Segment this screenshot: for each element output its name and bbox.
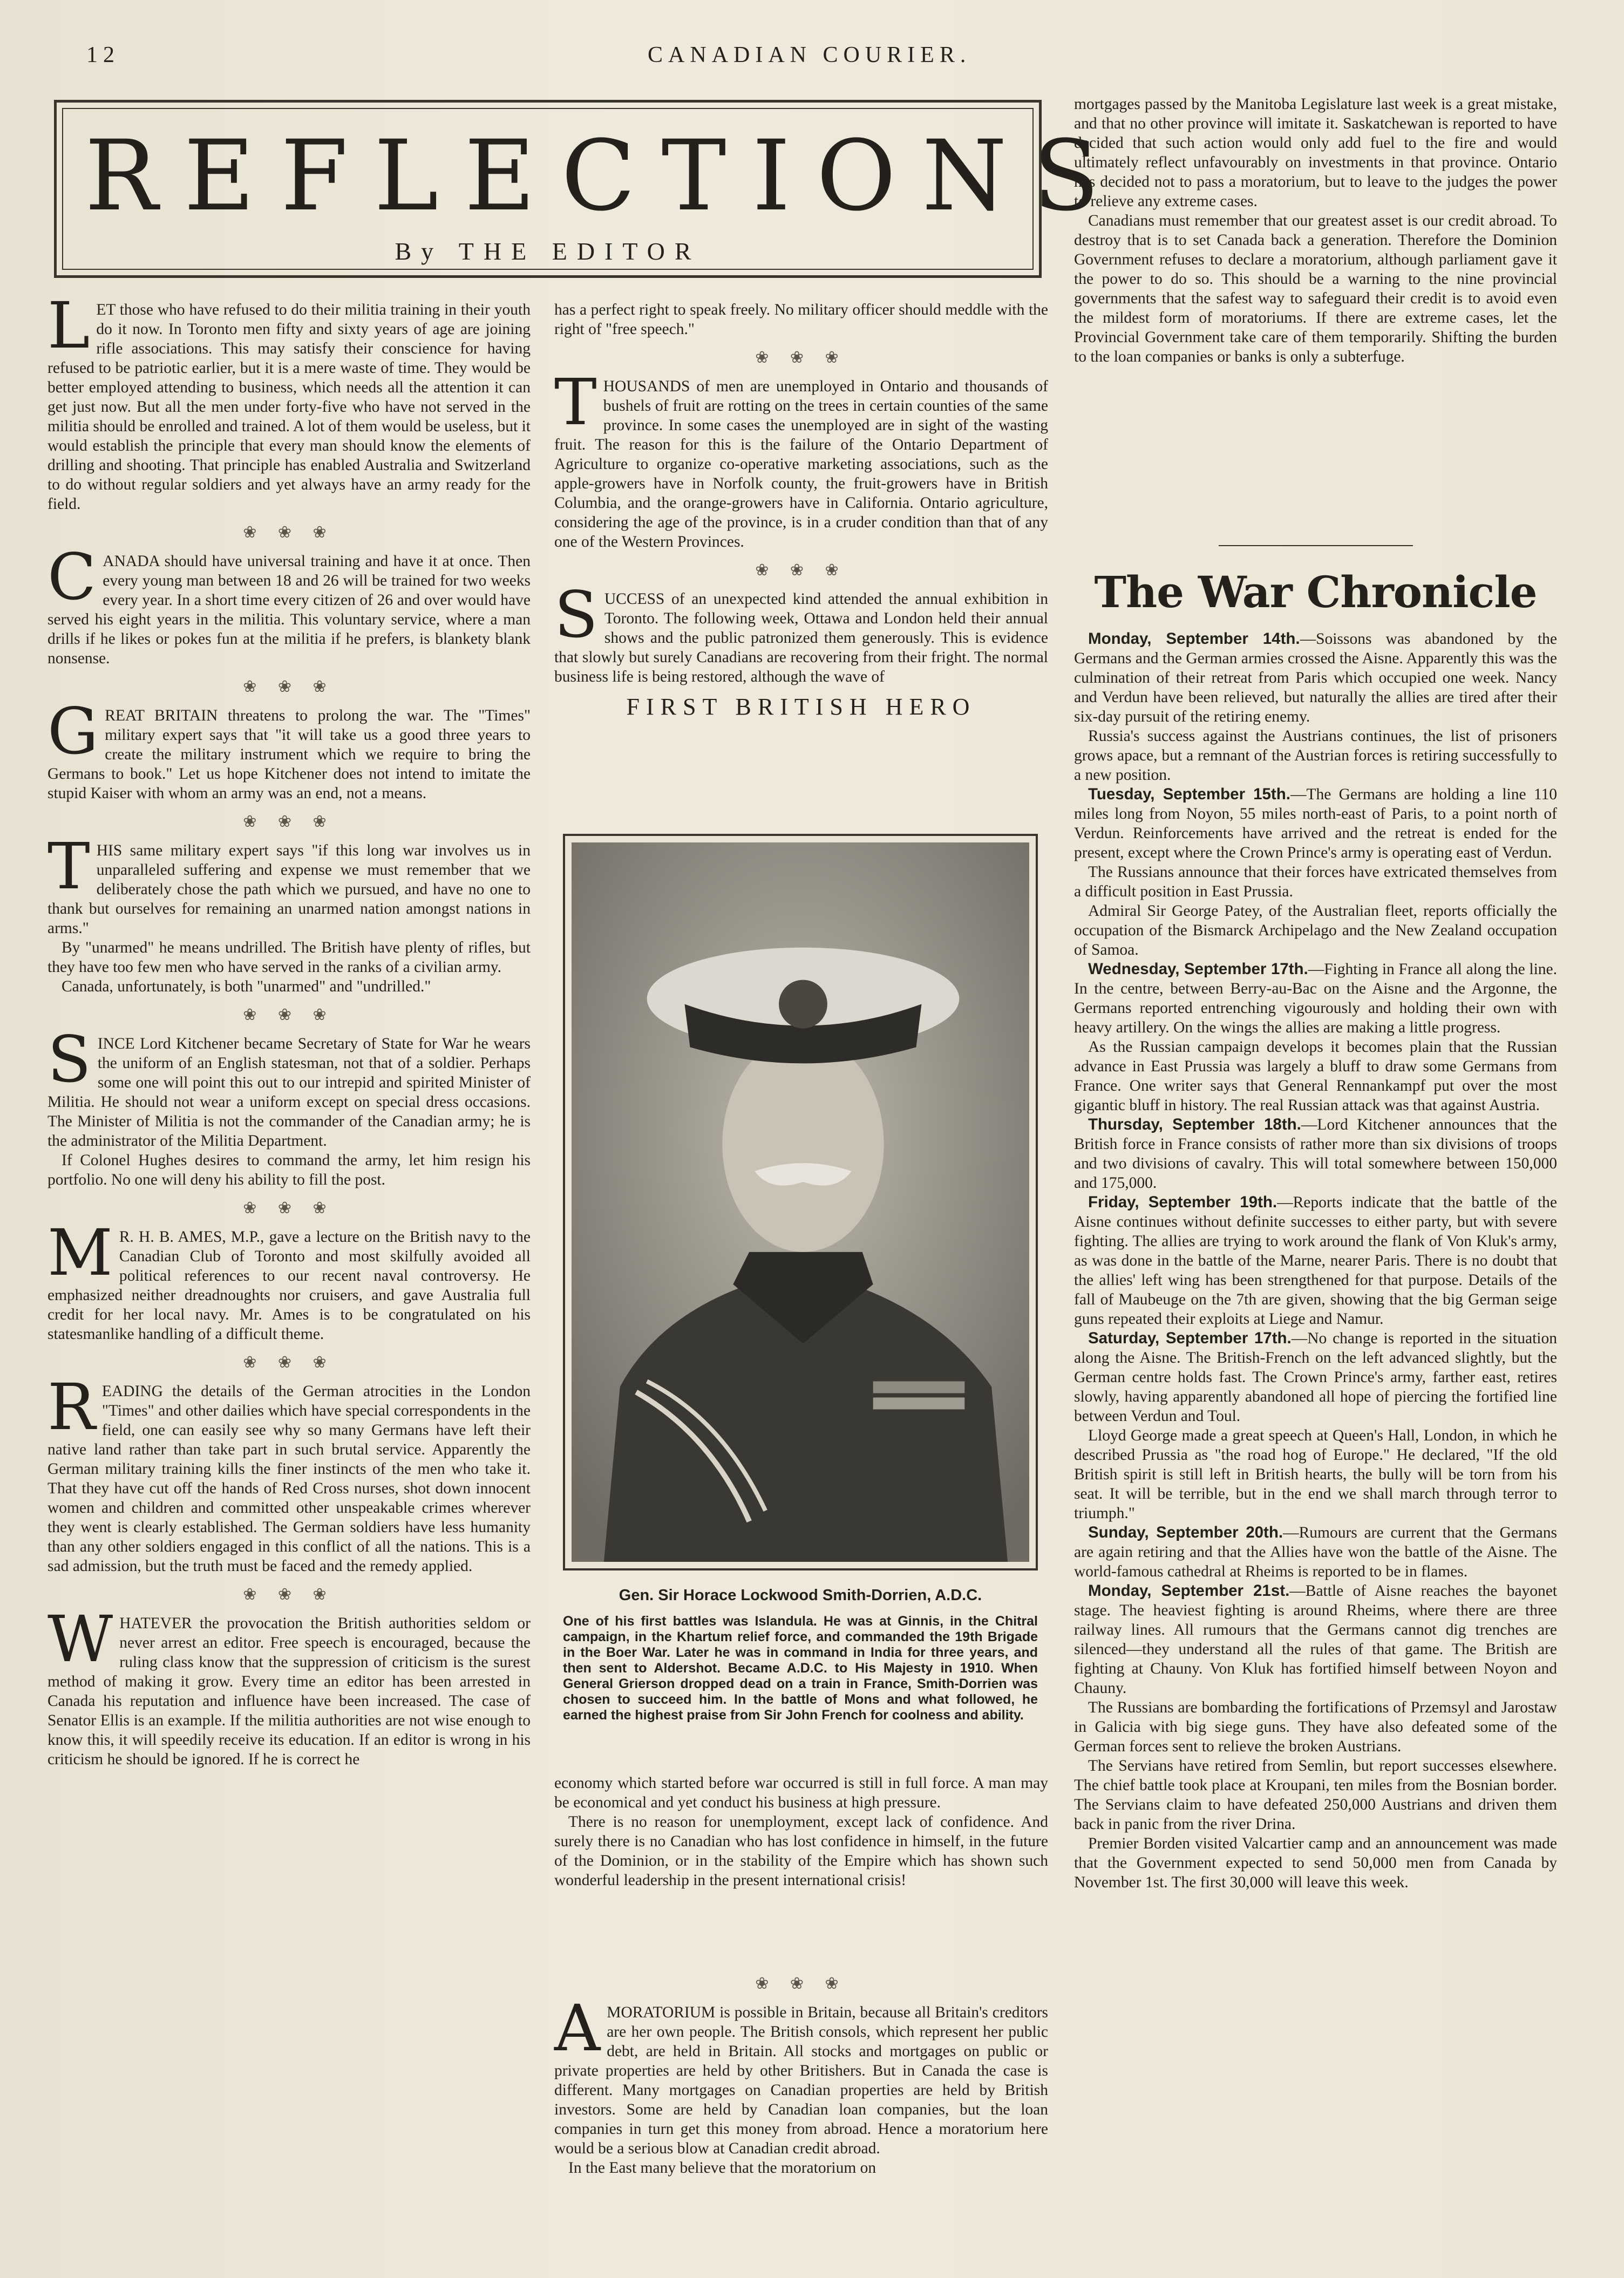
- reflection-article: [47, 1370, 531, 1576]
- chronicle-entry: [1074, 862, 1557, 901]
- chronicle-entry: [1074, 1698, 1557, 1756]
- chronicle-text: —No change is reported in the situation along the Aisne. The British-French on the left advanced slightly, but the German centre holds fast. The Crown Prince's army, farther east, retires slowly, having apparently abandoned all hope of piercing the fortified line between Verdun and Toul.: [1074, 1330, 1557, 1425]
- reflection-article: [47, 694, 531, 803]
- hero-heading: FIRST BRITISH HERO: [626, 693, 976, 720]
- drop-cap: L: [47, 288, 90, 363]
- reflection-article: [47, 1602, 531, 1769]
- chronicle-entry: [1074, 1523, 1557, 1581]
- reflection-paragraph: If Colonel Hughes desires to command the army, let him resign his portfolio. No one will deny his ability to fill the post.: [47, 1152, 531, 1188]
- chronicle-text: —Soissons was abandoned by the Germans and the German armies crossed the Aisne. Apparently this was the culmination of their retreat from Paris which occupied one week. Nancy and Verdun have been relieved, but naturally the allies are tired after their six-day pursuit of the retiring enemy.: [1074, 630, 1558, 725]
- chronicle-date: Monday, September 21st.: [1088, 1582, 1290, 1600]
- reflections-column-2: [554, 300, 1048, 729]
- chronicle-entry: [1074, 1426, 1557, 1523]
- chronicle-text: As the Russian campaign develops it becomes plain that the Russian advance in East Prussia was largely a bluff to draw some Germans from France. One writer says that General Rennankampf put over the most gigantic bluff in history. The real Russian attack was that against Austria.: [1074, 1038, 1557, 1114]
- reflections-column-3: [1074, 94, 1557, 366]
- hero-photo-frame: [563, 834, 1038, 1570]
- chronicle-entry: [1074, 1193, 1557, 1329]
- chronicle-text: Russia's success against the Austrians continues, the list of prisoners grows apace, but a remnant of the Austrian forces is retiring successfully to a new position.: [1074, 727, 1557, 784]
- chronicle-entries: [1074, 629, 1557, 1892]
- reflection-paragraph: [47, 540, 531, 668]
- photo-caption-text: One of his first battles was Islandula. He was at Ginnis, in the Chitral campaign, in the Khartum relief force, and commanded the 19th Brigade in the Boer War. Later he was in command in India for three years, and then sent to Aldershot. Became A.D.C. to His Majesty in 1910. When General Grierson dropped dead on a train in France, Smith-Dorrien was chosen to succeed him. In the battle of Mons and what followed, he earned the highest praise from Sir John French for coolness and ability.: [563, 1614, 1038, 1723]
- drop-cap: T: [47, 829, 90, 903]
- chronicle-text: The Servians have retired from Semlin, but report successes elsewhere. The chief battle took place at Kroupani, ten miles from the Bosnian border. The Servians claim to have defeated 250,000 Austrians and driven them back in panic from the river Drina.: [1074, 1757, 1557, 1833]
- reflection-article: [47, 829, 531, 996]
- chronicle-date: Friday, September 19th.: [1088, 1193, 1278, 1211]
- reflection-lead: ANADA should have universal training and have it at once. Then every young man between 18 and 26 will be trained for two weeks every year. In a short time every citizen of 26 and over would have served his eight years in the militia. This voluntary service, where a man drills if he likes or pokes fun at the militia if he prefers, is blankety blank nonsense.: [47, 553, 531, 667]
- chronicle-entry: [1074, 960, 1557, 1037]
- section-separator: ❀ ❀ ❀: [755, 561, 847, 579]
- reflection-paragraph: [47, 694, 531, 803]
- divider: [1219, 545, 1413, 546]
- moratorium-lead: MORATORIUM is possible in Britain, because all Britain's creditors are her own people. The British consols, which represent her public debt, are held in Britain. All stocks and mortgages on public or private properties are held by other Britishers. But in Canada the case is different. Many mortgages on Canadian properties are held by British investors. Some are held by Canadian loan companies, but the loan companies in turn get this money from abroad. Hence a moratorium here would be a serious blow at Canadian credit abroad.: [554, 2004, 1048, 2157]
- reflection-lead: R. H. B. AMES, M.P., gave a lecture on the British navy to the Canadian Club of Toronto and most skilfully avoided all political references to our recent naval controversy. He emphasized neither dreadnoughts nor cruisers, and gave Australia full credit for her local navy. Mr. Ames is to be congratulated on his statesmanlike handling of a difficult theme.: [47, 1228, 531, 1343]
- reflection-lead: HIS same military expert says "if this long war involves us in unparalleled suffering and expense we must remember that we deliberately chose the path which we pursued, and have no one to thank but ourselves for remaining an unarmed nation amongst nations in arms.": [47, 842, 531, 937]
- chronicle-text: The Russians announce that their forces have extricated themselves from a difficult position in East Prussia.: [1074, 863, 1557, 900]
- drop-cap: M: [47, 1215, 113, 1290]
- war-chronicle: [1074, 545, 1557, 1892]
- chronicle-text: Lloyd George made a great speech at Queen's Hall, London, in which he described Prussia as "the road hog of Europe." He declared, "If the old British spirit is still left in British hearts, the bully will be torn from his seat. It will be terrible, but in the end we shall march through terror to triumph.": [1074, 1427, 1557, 1522]
- section-separator: ❀ ❀ ❀: [243, 1586, 335, 1603]
- section-separator: ❀ ❀ ❀: [243, 678, 335, 696]
- photo-caption-name: Gen. Sir Horace Lockwood Smith-Dorrien, A.D.C.: [619, 1587, 982, 1604]
- drop-cap: S: [554, 577, 598, 652]
- chronicle-date: Sunday, September 20th.: [1088, 1524, 1283, 1541]
- reflection-article: [47, 288, 531, 514]
- chronicle-date: Monday, September 14th.: [1088, 630, 1300, 648]
- reflection-paragraph: [47, 288, 531, 514]
- title-box-inner: [62, 108, 1126, 270]
- moratorium-paragraph: [554, 1991, 1048, 2158]
- reflection-article: [47, 1022, 531, 1189]
- reflection-article: [47, 540, 531, 668]
- reflection-paragraph: mortgages passed by the Manitoba Legislature last week is a great mistake, and that no other province will imitate it. Saskatchewan is reported to have decided that such action would only add fuel to the fire and would ultimately reflect unfavourably on investments in that province. Ontario has decided not to pass a moratorium, but to leave to the judges the power to relieve any extreme cases.: [1074, 96, 1557, 210]
- chronicle-text: Premier Borden visited Valcartier camp and an announcement was made that the Government expected to send 50,000 men from Canada by November 1st. The first 30,000 will leave this week.: [1074, 1835, 1557, 1891]
- chronicle-date: Saturday, September 17th.: [1088, 1329, 1292, 1347]
- moratorium-article: [554, 1965, 1048, 2178]
- reflection-paragraph: [47, 1022, 531, 1151]
- reflection-lead: UCCESS of an unexpected kind attended the annual exhibition in Toronto. The following week, Ottawa and London held their annual shows and the public patronized them generously. This is evidence that slowly but surely Canadians are recovering from their fright. The normal business life is being restored, although the wave of: [554, 590, 1048, 685]
- chronicle-text: —Lord Kitchener announces that the British force in France consists of rather more than six divisions of troops and two divisions of cavalry. This will total somewhere between 150,000 and 175,000.: [1074, 1116, 1557, 1192]
- chronicle-text: Admiral Sir George Patey, of the Australian fleet, reports officially the occupation of the Bismarck Archipelago and the New Zealand occupation of Samoa.: [1074, 902, 1557, 958]
- war-chronicle-title: The War Chronicle: [1094, 567, 1537, 617]
- title-box: [54, 100, 1126, 278]
- reflection-paragraph: [554, 577, 1048, 686]
- drop-cap: G: [47, 694, 99, 769]
- page-title: REFLECTIONS: [85, 120, 1126, 233]
- section-separator: ❀ ❀ ❀: [243, 813, 335, 831]
- chronicle-text: —Reports indicate that the battle of the Aisne continues without definite successes to either party, but with severe fighting. The allies are trying to work around the flank of Von Kluk's army, as was done in the battle of the Marne, nearer Paris. There is no doubt that the allies' left wing has been strengthened for that purpose. Details of the fall of Maubeuge on the 7th are given, showing that the big German seige guns repeated their exploits at Liege and Namur.: [1074, 1194, 1557, 1328]
- chronicle-entry: [1074, 1115, 1557, 1193]
- reflection-paragraph: Canadians must remember that our greatest asset is our credit abroad. To destroy that is to set Canada back a generation. Therefore the Dominion Government refuses to declare a moratorium, although parliament gave it the power to do so. This should be a warning to the nine provincial governments that the safest way to safeguard their credit is to avoid even the mildest form of moratoriums. If there are extreme cases, let the Provincial Government take care of them temporarily. Shifting the burden to the loan companies or banks is only a subterfuge.: [1074, 212, 1557, 365]
- chronicle-entry: [1074, 726, 1557, 785]
- section-separator: ❀ ❀ ❀: [243, 1199, 335, 1217]
- section-separator: ❀ ❀ ❀: [755, 349, 847, 366]
- drop-cap: C: [47, 540, 97, 614]
- reflection-lead: HATEVER the provocation the British authorities seldom or never arrest an editor. Free speech is encouraged, because the ruling class know that the suppression of criticism is the surest method of making it grow. Every time an editor has been arrested in Canada his reputation and influence have been increased. The case of Senator Ellis is an example. If the militia authorities are not wise enough to know this, it will speedily receive its education. If an editor is wrong in his criticism he should be ignored. If he is correct he: [47, 1615, 531, 1768]
- reflection-lead: ET those who have refused to do their militia training in their youth do it now. In Toronto men fifty and sixty years of age are joining rifle associations. This may satisfy their conscience for having refused to be patriotic earlier, but it is a mere waste of time. They would be better employed attending to business, which needs all the attention it can get just now. But all the men under forty-five who have not served in the militia should be enrolled and trained. A lot of them would be useless, but it would establish the principle that every man should know the elements of drilling and shooting. That principle has enabled Australia and Switzerland to do without regular soldiers and yet always have an army ready for the field.: [47, 301, 531, 513]
- reflection-paragraph: [47, 1215, 531, 1344]
- chronicle-date: Thursday, September 18th.: [1088, 1116, 1301, 1133]
- chronicle-entry: [1074, 1329, 1557, 1426]
- reflection-paragraph: [47, 1370, 531, 1576]
- reflection-paragraph: There is no reason for unemployment, except lack of confidence. And surely there is no Canadian who has lost confidence in himself, in the future of the Dominion, or in the stability of the Empire which has shown such wonderful leadership in the present international crisis!: [554, 1813, 1048, 1889]
- reflection-article: [47, 1215, 531, 1344]
- chronicle-text: —Battle of Aisne reaches the bayonet stage. The heaviest fighting is around Rheims, where there are three railway lines. All rumours that the Germans cannot dig trenches are silenced—they understand all the rules of that game. The British are fighting at Chauny. Von Kluk has fortified himself between Noyon and Chauny.: [1074, 1582, 1557, 1697]
- moratorium-extra: In the East many believe that the moratorium on: [568, 2159, 876, 2177]
- hero-photo: [572, 842, 1029, 1562]
- drop-cap: T: [554, 365, 597, 439]
- drop-cap: R: [47, 1370, 96, 1444]
- page-header: [81, 42, 1538, 74]
- chronicle-entry: [1074, 1834, 1557, 1892]
- reflections-column-2-lower: [554, 1773, 1048, 1890]
- reflection-paragraph: [47, 829, 531, 938]
- section-separator: ❀ ❀ ❀: [243, 1006, 335, 1024]
- reflection-lead: EADING the details of the German atrocities in the London "Times" and other dailies which have special correspondents in the field, one can easily see why so many Germans have left their native land rather than take part in such brutal service. Apparently the German military training kills the finer instincts of the men who take it. That they have cut off the hands of Red Cross nurses, shot down innocent women and children and committed other unspeakable crimes wherever they went is clearly established. The German soldiers have less humanity than any other soldiers engaged in this conflict of all the nations. This is a sad admission, but the truth must be faced and the remedy applied.: [47, 1383, 531, 1575]
- reflections-column-1: [47, 288, 531, 1769]
- section-separator: ❀ ❀ ❀: [243, 1354, 335, 1371]
- chronicle-text: —Fighting in France all along the line. In the centre, between Berry-au-Bac on the Aisne and the Argonne, the Germans reported entrenching vigourously and holding their own with heavy artillery. On the wings the allies are making a little progress.: [1074, 961, 1557, 1036]
- section-separator: ❀ ❀ ❀: [243, 523, 335, 541]
- chronicle-entry: [1074, 1581, 1557, 1698]
- chronicle-entry: [1074, 1756, 1557, 1834]
- reflection-paragraph: By "unarmed" he means undrilled. The British have plenty of rifles, but they have too few men who have served in the ranks of a civilian army.: [47, 939, 531, 976]
- chronicle-entry: [1074, 901, 1557, 960]
- reflection-paragraph: Canada, unfortunately, is both "unarmed" and "undrilled.": [62, 978, 431, 995]
- drop-cap: W: [47, 1602, 113, 1676]
- reflection-lead: INCE Lord Kitchener became Secretary of State for War he wears the uniform of an English statesman, not that of a soldier. Perhaps some one will point this out to our intrepid and spirited Minister of Militia. He should not wear a uniform except on special dress occasions. The Minister of Militia is not the commander of the Canadian army; he is the administrator of the Militia Department.: [47, 1035, 531, 1150]
- chronicle-date: Wednesday, September 17th.: [1088, 960, 1308, 978]
- chronicle-date: Tuesday, September 15th.: [1088, 785, 1290, 803]
- continued-paragraph: has a perfect right to speak freely. No military officer should meddle with the right of "free speech.": [554, 301, 1048, 338]
- reflection-paragraph: economy which started before war occurred is still in full force. A man may be economical and yet conduct his business at high pressure.: [554, 1774, 1048, 1811]
- chronicle-text: The Russians are bombarding the fortifications of Przemsyl and Jarostaw in Galicia with big siege guns. They have also defeated some of the German forces sent to relieve the broken Austrians.: [1074, 1699, 1557, 1755]
- chronicle-entry: [1074, 785, 1557, 862]
- drop-cap: S: [47, 1022, 91, 1097]
- reflection-paragraph: [47, 1602, 531, 1769]
- reflection-paragraph: [554, 365, 1048, 552]
- running-head: CANADIAN COURIER.: [648, 43, 971, 67]
- chronicle-entry: [1074, 629, 1557, 726]
- chronicle-text: —Rumours are current that the Germans are again retiring and that the Allies have won the battle of the Aisne. The world-famous cathedral at Rheims is reported to be in flames.: [1074, 1524, 1557, 1580]
- reflection-lead: HOUSANDS of men are unemployed in Ontario and thousands of bushels of fruit are rotting on the trees in certain counties of the same province. In some cases the unemployed are in sight of the wasting fruit. The reason for this is the failure of the Ontario Department of Agriculture to organize co-operative marketing associations, such as the apple-growers have in Norfolk county, the fruit-growers have in British Columbia, and the orange-growers have in California. Ontario agriculture, considering the age of the province, is in a cruder condition than that of any one of the Western Provinces.: [554, 378, 1048, 550]
- chronicle-text: —The Germans are holding a line 110 miles long from Noyon, 55 miles north-east of Paris, to a point north of Verdun. Reinforcements have arrived and the retreat is ended for the present, except where the Crown Prince's army is operating east of Verdun.: [1074, 786, 1557, 861]
- byline: By THE EDITOR: [395, 237, 701, 265]
- page-number: 12: [86, 43, 120, 67]
- section-separator: ❀ ❀ ❀: [755, 1975, 847, 1993]
- drop-cap: A: [554, 1991, 601, 2065]
- column-2-articles: [554, 339, 1048, 686]
- chronicle-entry: [1074, 1037, 1557, 1115]
- reflection-lead: REAT BRITAIN threatens to prolong the war. The "Times" military expert says that "it will take us a good three years to create the military instrument which we require to bring the Germans to book." Let us hope Kitchener does not intend to imitate the stupid Kaiser with whom an army was an end, not a means.: [47, 707, 531, 802]
